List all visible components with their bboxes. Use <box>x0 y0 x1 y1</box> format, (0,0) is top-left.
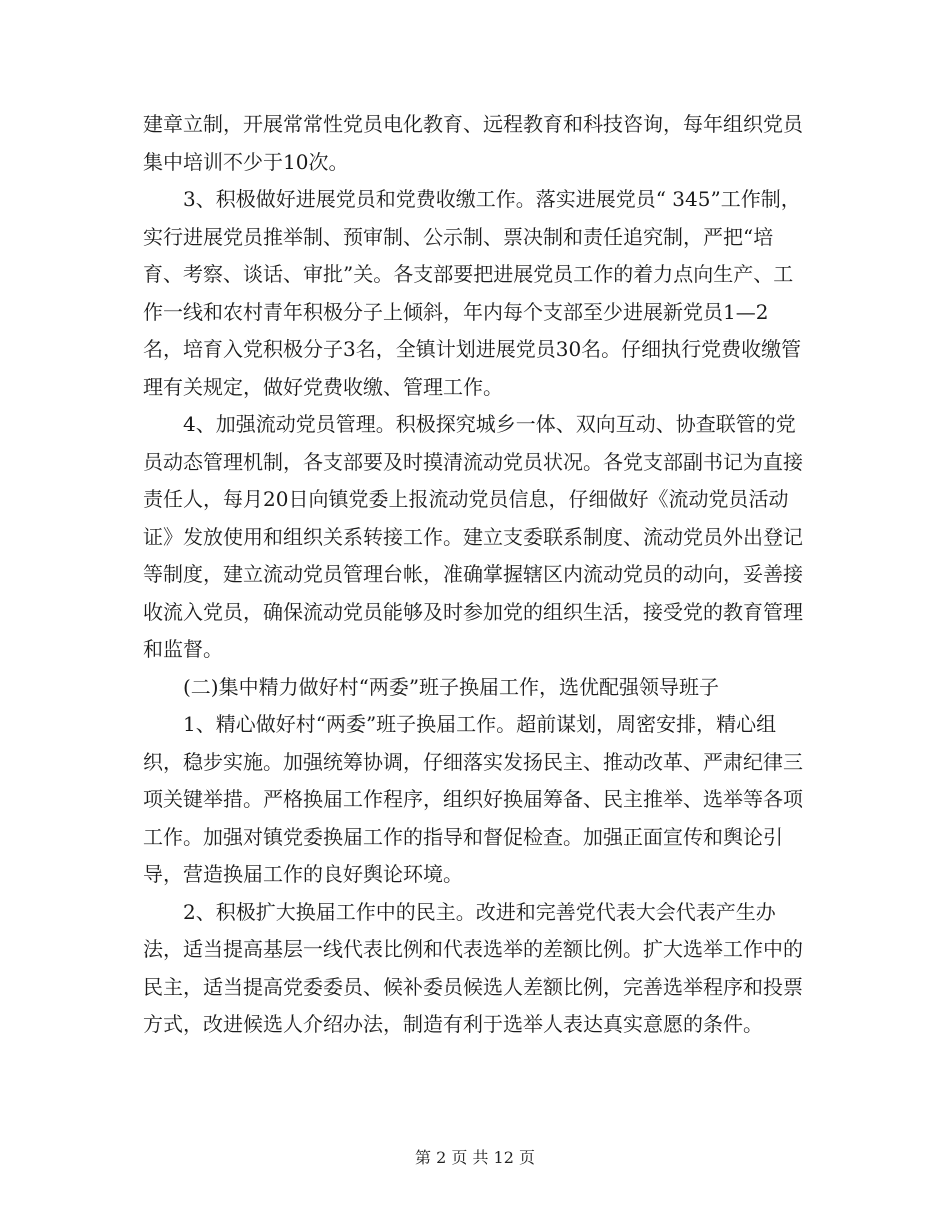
section-heading: (二)集中精力做好村“两委”班子换届工作，选优配强领导班子 <box>183 674 720 699</box>
paragraph: 3、积极做好进展党员和党费收缴工作。落实进展党员“ 345”工作制，实行进展党员推举制、预审制、公示制、票决制和责任追究制，严把“培育、考察、谈话、审批”关。各支部要把进展党员工作的着力点向生产、工作一线和农村青年积极分子上倾斜，年内每个支部至少进展新党员1—2名，培育入党积极分子3名，全镇计划进展党员30名。仔细执行党费收缴管理有关规定，做好党费收缴、管理工作。 <box>143 187 802 399</box>
paragraph: 1、精心做好村“两委”班子换届工作。超前谋划，周密安排，精心组织，稳步实施。加强统筹协调，仔细落实发扬民主、推动改革、严肃纪律三项关键举措。严格换届工作程序，组织好换届筹备、民主推举、选举等各项工作。加强对镇党委换届工作的指导和督促检查。加强正面宣传和舆论引导，营造换届工作的良好舆论环境。 <box>143 712 803 886</box>
paragraph: 2、积极扩大换届工作中的民主。改进和完善党代表大会代表产生办法，适当提高基层一线代表比例和代表选举的差额比例。扩大选举工作中的民主，适当提高党委委员、候补委员候选人差额比例，完善选举程序和投票方式，改进候选人介绍办法，制造有利于选举人表达真实意愿的条件。 <box>143 899 803 1036</box>
paragraph: 建章立制，开展常常性党员电化教育、远程教育和科技咨询，每年组织党员集中培训不少于10次。 <box>143 112 803 174</box>
paragraph: 4、加强流动党员管理。积极探究城乡一体、双向互动、协查联管的党员动态管理机制，各支部要及时摸清流动党员状况。各党支部副书记为直接责任人，每月20日向镇党委上报流动党员信息，仔细做好《流动党员活动证》发放使用和组织关系转接工作。建立支委联系制度、流动党员外出登记等制度，建立流动党员管理台帐，准确掌握辖区内流动党员的动向，妥善接收流入党员，确保流动党员能够及时参加党的组织生活，接受党的教育管理和监督。 <box>143 412 803 661</box>
page-number-footer: 第 2 页 共 12 页 <box>415 1148 535 1167</box>
document-body <box>143 106 808 1044</box>
